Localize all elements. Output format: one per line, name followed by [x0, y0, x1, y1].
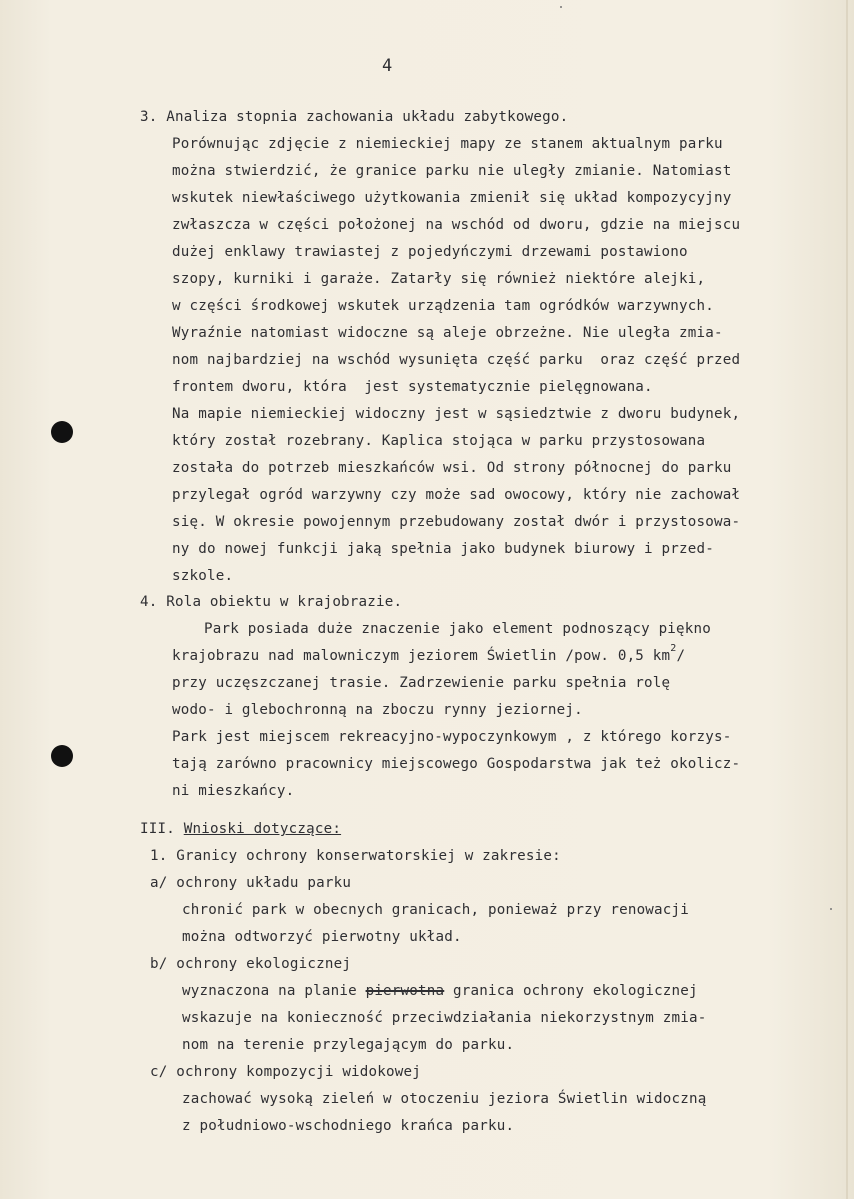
paper-speck [560, 6, 562, 8]
section-iii-heading [140, 816, 707, 843]
body-line: Na mapie niemieckiej widoczny jest w sąsiedztwie z dworu budynek, [172, 406, 741, 422]
subitem-body [140, 897, 707, 951]
body-line: nom najbardziej na wschód wysunięta część parku oraz część przed [172, 352, 741, 368]
paper-speck [830, 908, 832, 910]
body-text: / [676, 648, 686, 664]
body-text: wyznaczona na planie [182, 983, 366, 999]
page-number: 4 [382, 56, 393, 76]
superscript: 2 [670, 643, 677, 654]
body-line: Park jest miejscem rekreacyjno-wypoczynkowym , z którego korzys- [172, 729, 732, 745]
section-4-heading: 4. Rola obiektu w krajobrazie. [140, 594, 403, 610]
body-line: można odtworzyć pierwotny układ. [182, 929, 462, 945]
body-line: wskazuje na konieczność przeciwdziałania niekorzystnym zmia- [182, 1010, 707, 1026]
body-line: Wyraźnie natomiast widoczne są aleje obrzeżne. Nie uległa zmia- [172, 325, 723, 341]
body-line: Park posiada duże znaczenie jako element podnoszący piękno [204, 621, 712, 637]
body-line: przy uczęszczanej trasie. Zadrzewienie parku spełnia rolę [172, 675, 671, 691]
body-text: granica ochrony ekologicznej [444, 983, 698, 999]
body-line: zwłaszcza w części położonej na wschód od dworu, gdzie na miejscu [172, 217, 741, 233]
punch-hole [51, 421, 73, 443]
struck-word: pierwotna [365, 983, 445, 999]
body-line: Porównując zdjęcie z niemieckiej mapy ze stanem aktualnym parku [172, 136, 723, 152]
section-3-heading: 3. Analiza stopnia zachowania układu zabytkowego. [140, 109, 569, 125]
body-line: przylegał ogród warzywny czy może sad owocowy, który nie zachował [172, 487, 741, 503]
section-title: Wnioski dotyczące: [183, 821, 342, 837]
list-item: 1. Granicy ochrony konserwatorskiej w zakresie: [150, 848, 561, 864]
punch-hole [51, 745, 73, 767]
subitem-body [140, 978, 707, 1059]
section-3-body [140, 131, 740, 590]
body-line: można stwierdzić, że granice parku nie uległy zmianie. Natomiast [172, 163, 732, 179]
body-line: z południowo-wschodniego krańca parku. [182, 1118, 515, 1134]
body-line [172, 643, 740, 670]
body-line: się. W okresie powojennym przebudowany został dwór i przystosowa- [172, 514, 741, 530]
body-line: ni mieszkańcy. [172, 783, 295, 799]
section-3 [140, 104, 740, 590]
body-line: ny do nowej funkcji jaką spełnia jako budynek biurowy i przed- [172, 541, 714, 557]
body-line: w części środkowej wskutek urządzenia tam ogródków warzywnych. [172, 298, 714, 314]
section-number: III. [140, 821, 175, 837]
section-iii [140, 816, 707, 1140]
body-line: nom na terenie przylegającym do parku. [182, 1037, 515, 1053]
section-4 [140, 589, 740, 805]
body-line: dużej enklawy trawiastej z pojedyńczymi drzewami postawiono [172, 244, 688, 260]
body-line: wodo- i glebochronną na zboczu rynny jeziornej. [172, 702, 583, 718]
body-line: chronić park w obecnych granicach, ponieważ przy renowacji [182, 902, 690, 918]
subitem-label: b/ ochrony ekologicznej [150, 956, 352, 972]
section-4-body [140, 616, 740, 805]
subitem-label: a/ ochrony układu parku [150, 875, 352, 891]
body-line: tają zarówno pracownicy miejscowego Gospodarstwa jak też okolicz- [172, 756, 741, 772]
subitem-label: c/ ochrony kompozycji widokowej [150, 1064, 421, 1080]
body-line: zachować wysoką zieleń w otoczeniu jeziora Świetlin widoczną [182, 1091, 707, 1107]
body-text: krajobrazu nad malowniczym jeziorem Świetlin /pow. 0,5 km [172, 648, 671, 664]
subitem-body [140, 1086, 707, 1140]
body-line [182, 978, 707, 1005]
body-line: szopy, kurniki i garaże. Zatarły się również niektóre alejki, [172, 271, 706, 287]
page-edge [846, 0, 848, 1199]
body-line: została do potrzeb mieszkańców wsi. Od strony północnej do parku [172, 460, 732, 476]
body-line: frontem dworu, która jest systematycznie pielęgnowana. [172, 379, 653, 395]
body-line: szkole. [172, 568, 234, 584]
body-line: wskutek niewłaściwego użytkowania zmienił się układ kompozycyjny [172, 190, 732, 206]
body-line: który został rozebrany. Kaplica stojąca w parku przystosowana [172, 433, 706, 449]
